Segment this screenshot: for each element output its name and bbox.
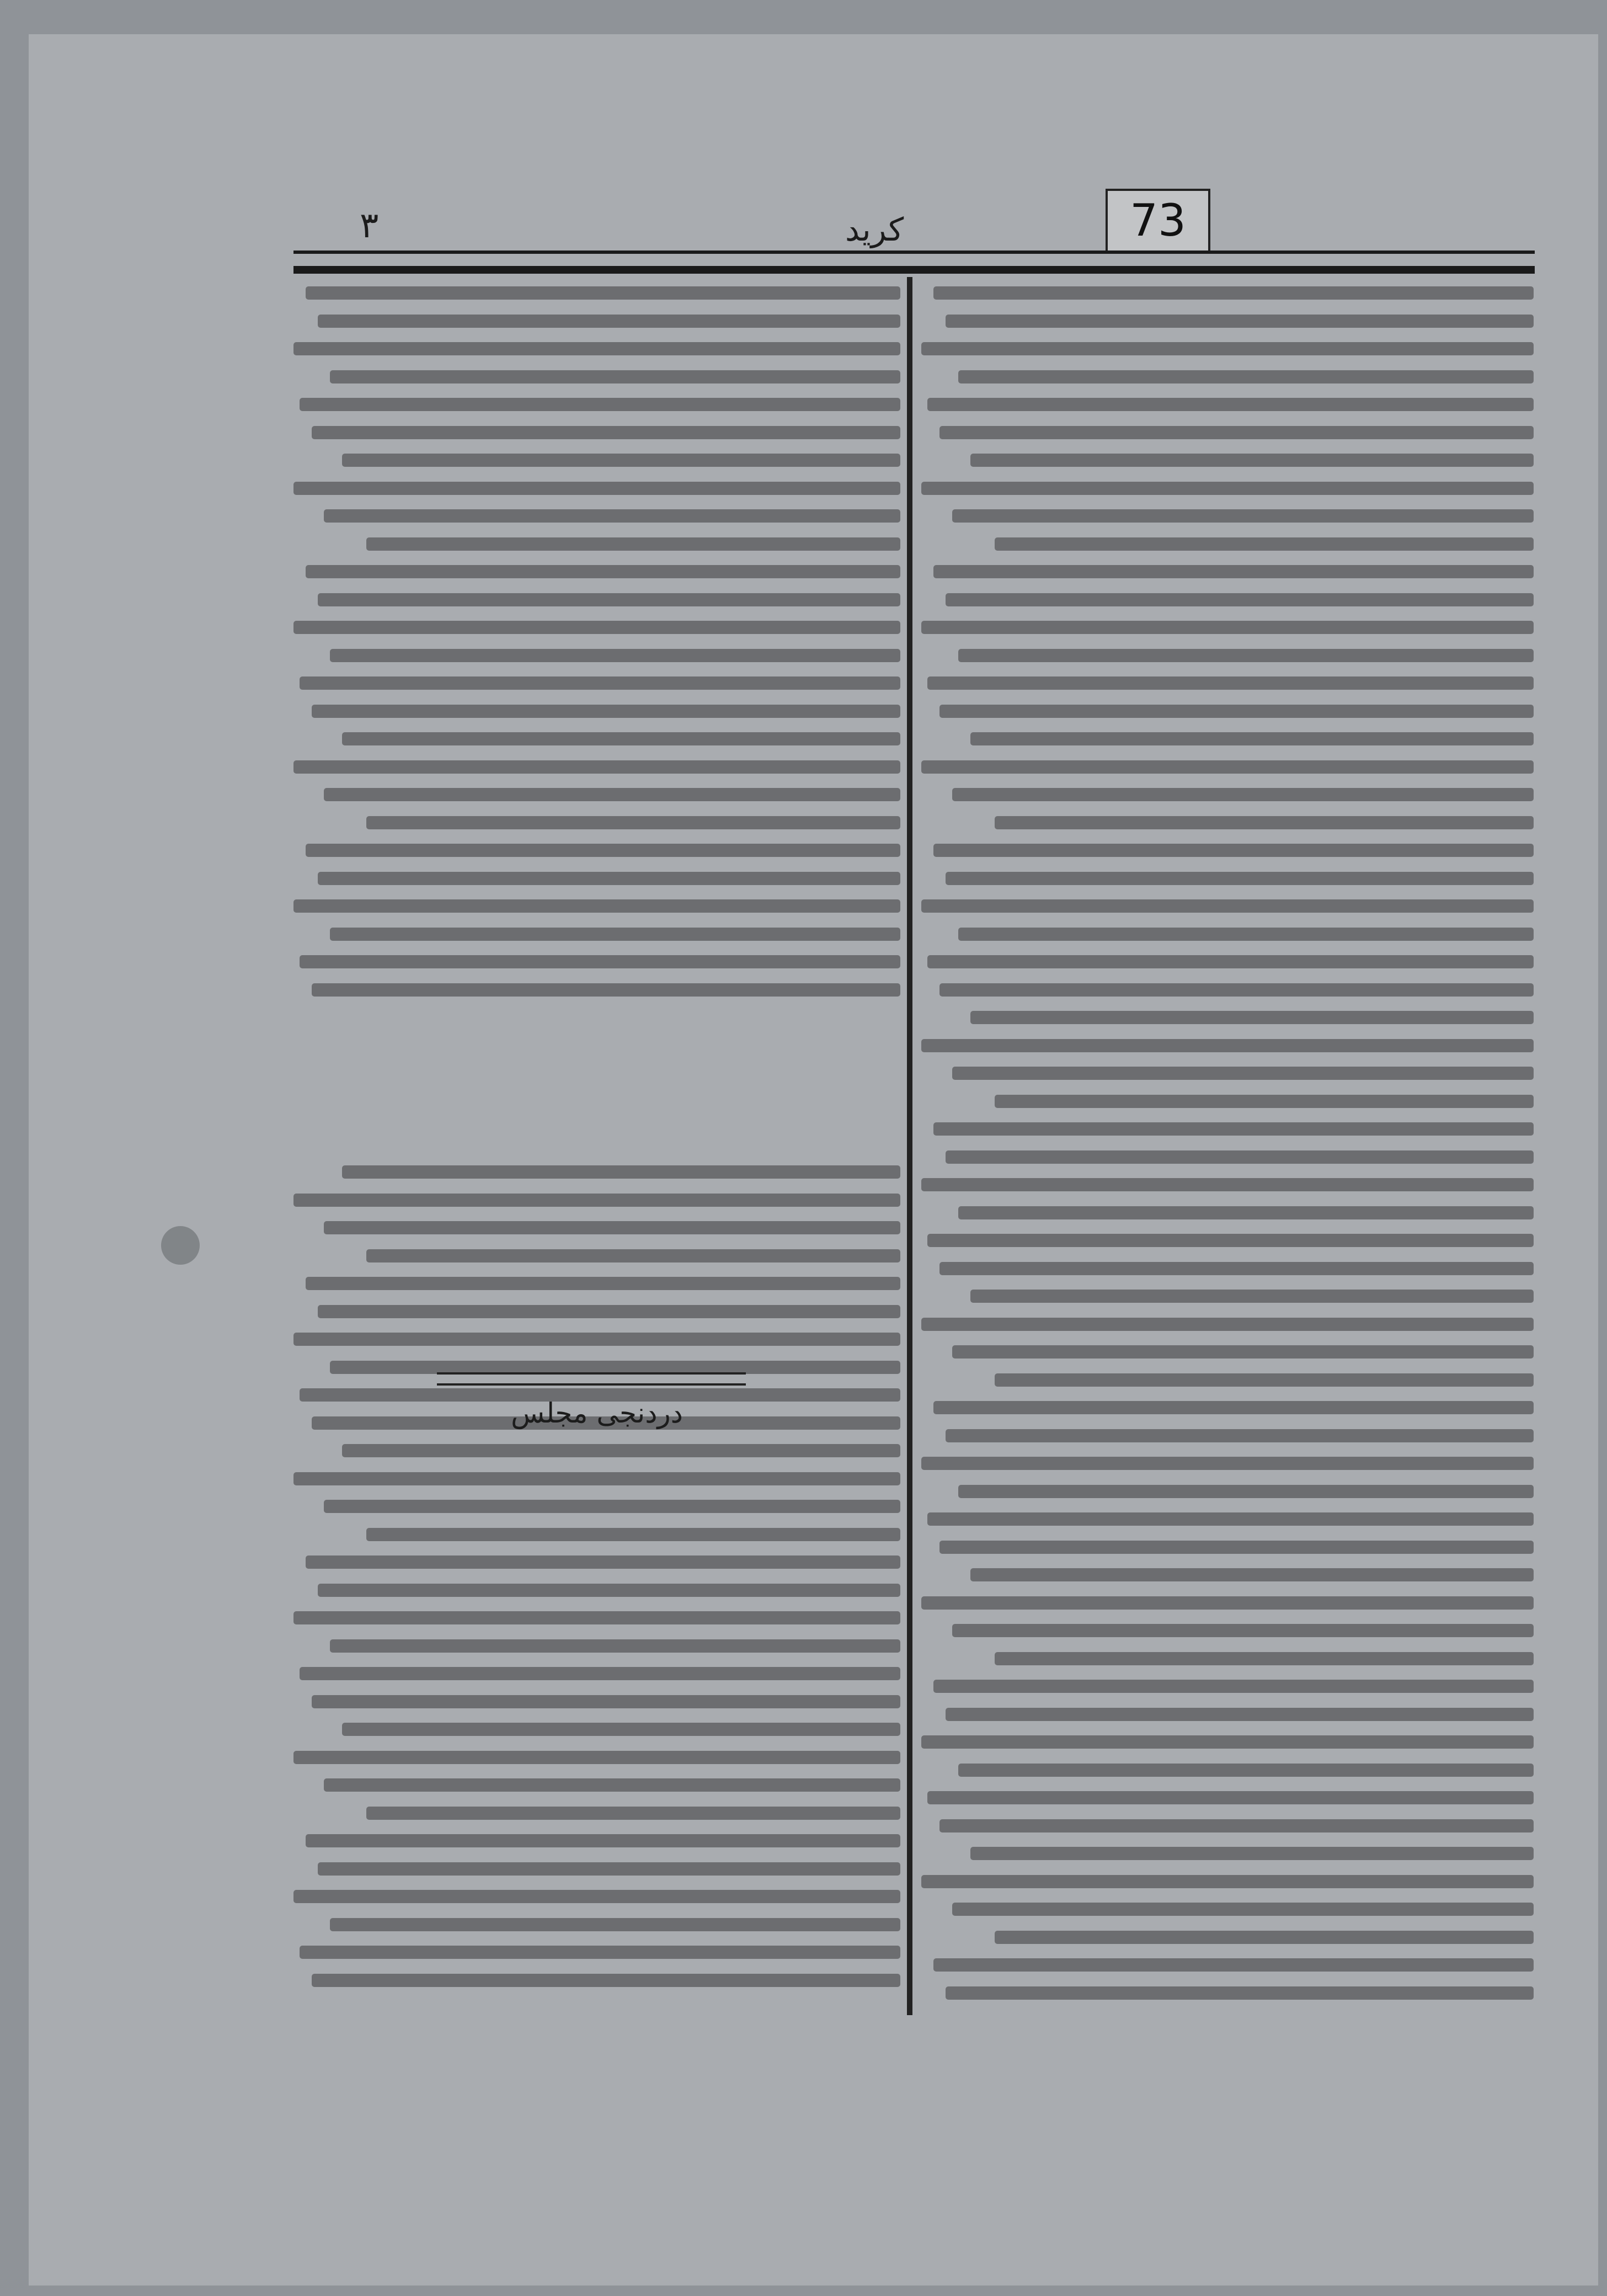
text-line: [293, 342, 900, 355]
text-line: [952, 1345, 1534, 1359]
text-line: [312, 1974, 900, 1987]
text-line: [921, 1596, 1534, 1610]
text-line: [970, 1568, 1534, 1581]
text-line: [366, 1249, 900, 1262]
text-line: [300, 398, 900, 411]
text-line: [946, 593, 1534, 606]
header-rule-thick: [293, 266, 1535, 274]
text-line: [946, 872, 1534, 885]
text-line: [300, 676, 900, 690]
text-line: [958, 649, 1534, 662]
text-line: [330, 928, 900, 941]
text-line: [946, 1708, 1534, 1721]
text-line: [312, 705, 900, 718]
text-line: [927, 1234, 1534, 1247]
text-line: [300, 1946, 900, 1959]
text-line: [306, 1555, 900, 1569]
text-line: [312, 1695, 900, 1708]
text-line: [306, 844, 900, 857]
text-line: [952, 509, 1534, 523]
text-line: [312, 426, 900, 439]
text-line: [293, 1890, 900, 1903]
text-line: [939, 983, 1534, 997]
text-line: [330, 1918, 900, 1931]
text-line: [330, 1639, 900, 1653]
text-line: [995, 537, 1534, 551]
text-line: [324, 509, 900, 523]
text-line: [342, 1165, 900, 1179]
section-divider-ornament: [437, 1372, 746, 1386]
text-line: [318, 315, 900, 328]
text-line: [306, 286, 900, 300]
text-line: [312, 983, 900, 997]
column-divider: [907, 277, 912, 2015]
text-line: [952, 1624, 1534, 1637]
text-line: [946, 1986, 1534, 2000]
text-line: [946, 1429, 1534, 1442]
text-line: [933, 1680, 1534, 1693]
text-line: [324, 1221, 900, 1234]
text-line: [927, 1791, 1534, 1804]
text-line: [995, 816, 1534, 829]
text-line: [921, 1457, 1534, 1470]
text-line: [318, 1862, 900, 1876]
text-line: [939, 1541, 1534, 1554]
text-line: [293, 1751, 900, 1764]
text-line: [306, 565, 900, 578]
text-line: [958, 1206, 1534, 1219]
text-line: [293, 899, 900, 913]
ink-stain-mark: [161, 1226, 200, 1265]
text-line: [952, 1067, 1534, 1080]
text-line: [293, 621, 900, 634]
text-line: [995, 1095, 1534, 1108]
text-line: [293, 1333, 900, 1346]
text-line: [366, 816, 900, 829]
text-line: [921, 342, 1534, 355]
text-line: [970, 732, 1534, 745]
text-line: [946, 315, 1534, 328]
text-line: [995, 1373, 1534, 1387]
text-line: [952, 788, 1534, 801]
text-line: [318, 1305, 900, 1318]
text-line: [318, 1584, 900, 1597]
text-line: [939, 1262, 1534, 1275]
text-line: [958, 1485, 1534, 1498]
text-line: [927, 1512, 1534, 1526]
text-line: [921, 621, 1534, 634]
text-line: [366, 1807, 900, 1820]
text-line: [921, 760, 1534, 774]
text-line: [306, 1834, 900, 1847]
text-line: [921, 1039, 1534, 1052]
text-line: [933, 286, 1534, 300]
text-line: [995, 1931, 1534, 1944]
folio-number-box: 73: [1106, 189, 1210, 253]
text-line: [366, 1528, 900, 1541]
text-line: [946, 1150, 1534, 1164]
text-line: [933, 844, 1534, 857]
text-line: [366, 537, 900, 551]
text-line: [921, 1178, 1534, 1191]
text-line: [921, 899, 1534, 913]
scanned-page: [29, 34, 1598, 2286]
text-line: [342, 1444, 900, 1457]
text-line: [927, 676, 1534, 690]
text-line: [939, 705, 1534, 718]
page-number: ٣: [360, 205, 379, 246]
text-line: [342, 732, 900, 745]
text-line: [939, 426, 1534, 439]
text-line: [921, 482, 1534, 495]
text-line: [970, 454, 1534, 467]
text-line: [330, 370, 900, 383]
text-line: [933, 1958, 1534, 1972]
text-line: [927, 955, 1534, 968]
text-line: [293, 1194, 900, 1207]
text-line: [933, 1122, 1534, 1136]
text-line: [324, 788, 900, 801]
text-line: [970, 1290, 1534, 1303]
text-line: [306, 1277, 900, 1290]
text-line: [921, 1735, 1534, 1749]
text-line: [939, 1819, 1534, 1832]
text-line: [293, 1611, 900, 1624]
text-line: [293, 760, 900, 774]
text-line: [921, 1875, 1534, 1888]
text-line: [952, 1903, 1534, 1916]
text-line: [958, 370, 1534, 383]
text-line: [324, 1500, 900, 1513]
header-rule-thin: [293, 251, 1535, 254]
text-line: [330, 649, 900, 662]
text-line: [330, 1361, 900, 1374]
text-line: [958, 1764, 1534, 1777]
text-line: [293, 1472, 900, 1485]
text-line: [970, 1847, 1534, 1860]
text-line: [318, 593, 900, 606]
text-line: [300, 1667, 900, 1680]
text-line: [293, 482, 900, 495]
text-line: [933, 565, 1534, 578]
text-line: [324, 1778, 900, 1792]
text-line: [970, 1011, 1534, 1024]
text-line: [921, 1318, 1534, 1331]
text-line: [958, 928, 1534, 941]
text-line: [318, 872, 900, 885]
text-line: [933, 1401, 1534, 1414]
text-line: [342, 1723, 900, 1736]
text-line: [927, 398, 1534, 411]
text-line: [342, 454, 900, 467]
text-line: [995, 1652, 1534, 1665]
masthead-title: کرید: [845, 211, 904, 248]
session-heading: دردنجی مجلس: [511, 1397, 683, 1429]
text-line: [300, 955, 900, 968]
